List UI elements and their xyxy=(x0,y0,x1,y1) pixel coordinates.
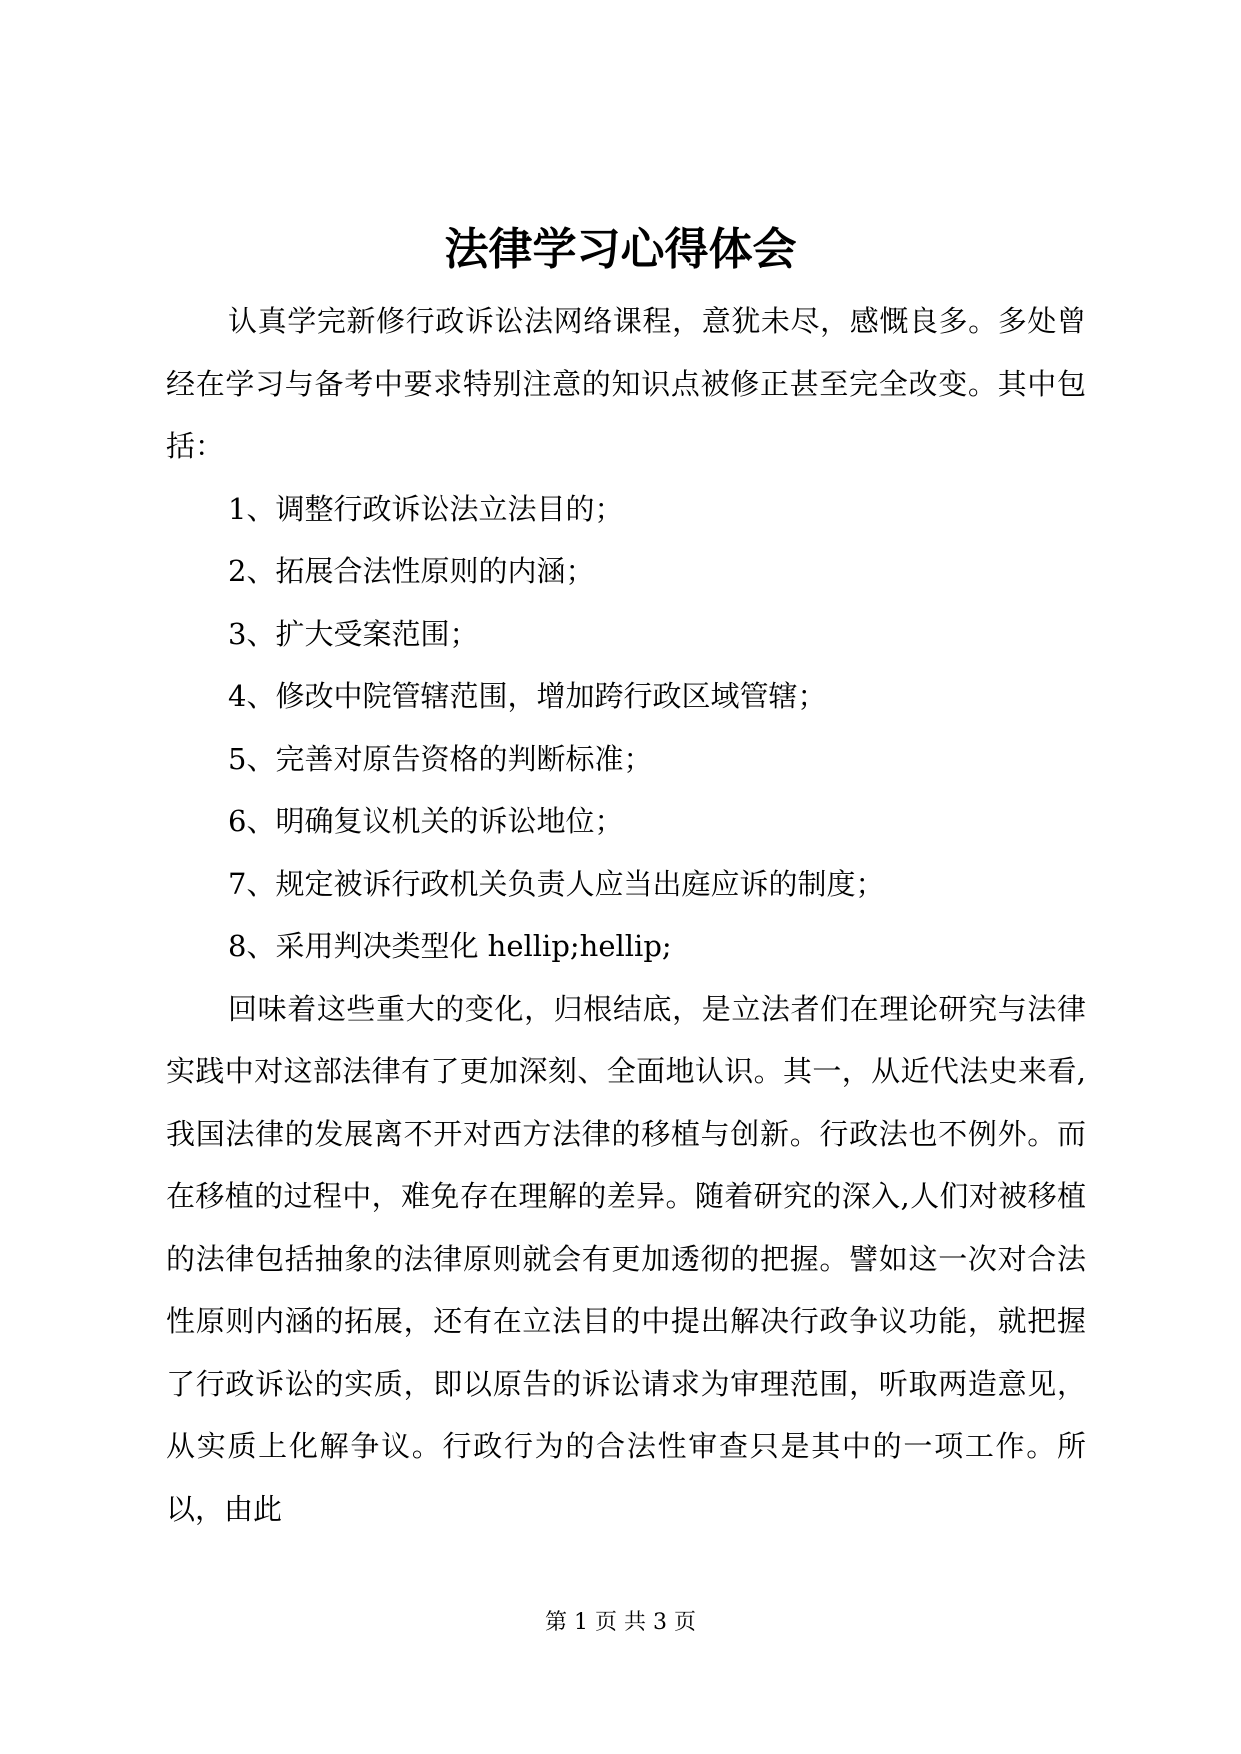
list-item: 7、规定被诉行政机关负责人应当出庭应诉的制度； xyxy=(228,866,885,901)
change-list xyxy=(166,478,1086,978)
document-title: 法律学习心得体会 xyxy=(444,224,797,275)
list-item: 8、采用判决类型化 hellip;hellip; xyxy=(228,929,672,963)
list-item: 4、修改中院管辖范围，增加跨行政区域管辖； xyxy=(228,679,827,713)
list-item: 6、明确复议机关的诉讼地位； xyxy=(228,804,624,838)
list-item: 2、拓展合法性原则的内涵； xyxy=(228,554,595,588)
page-footer: 第 1 页 共 3 页 xyxy=(545,1610,696,1635)
list-item: 1、调整行政诉讼法立法目的； xyxy=(228,491,624,526)
list-item: 5、完善对原告资格的判断标准； xyxy=(228,741,653,776)
intro-paragraph: 认真学完新修行政诉讼法网络课程，意犹未尽，感慨良多。多处曾经在学习与备考中要求特别注意的知识点被修正甚至完全改变。其中包括： xyxy=(166,304,1086,463)
body-paragraph: 回味着这些重大的变化，归根结底，是立法者们在理论研究与法律实践中对这部法律有了更加深刻、全面地认识。其一，从近代法史来看,我国法律的发展离不开对西方法律的移植与创新。行政法也不例外。而在移植的过程中，难免存在理解的差异。随着研究的深入,人们对被移植的法律包括抽象的法律原则就会有更加透彻的把握。譬如这一次对合法性原则内涵的拓展，还有在立法目的中提出解决行政争议功能，就把握了行政诉讼的实质，即以原告的诉讼请求为审理范围，听取两造意见，从实质上化解争议。行政行为的合法性审查只是其中的一项工作。所以，由此 xyxy=(166,991,1086,1526)
list-item: 3、扩大受案范围； xyxy=(228,616,479,651)
document-body xyxy=(166,290,1086,1540)
